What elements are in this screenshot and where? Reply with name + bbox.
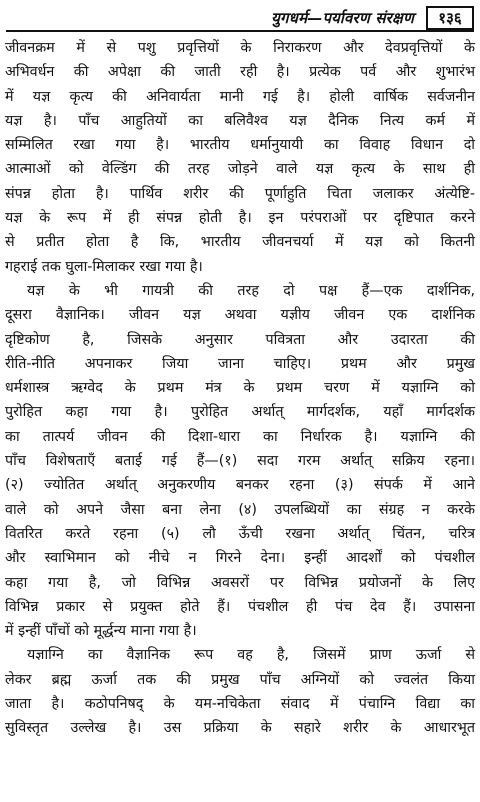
running-title: युगधर्म—पर्यावरण संरक्षण xyxy=(271,9,414,27)
text-line: और स्वाभिमान को नीचे न गिरने देना। इन्हीं आदर्शों को पंचशील xyxy=(5,550,475,567)
text-line: यज्ञ है। पाँच आहुतियों का बलिवैश्व यज्ञ दैनिक नित्य कर्म में xyxy=(5,112,475,129)
text-line: गहराई तक घुला-मिलाकर रखा गया है। xyxy=(5,258,203,275)
text-line: दृष्टिकोण है, जिसके अनुसार पवित्रता और उदारता की xyxy=(5,331,475,348)
text-line: विभिन्न प्रकार से प्रयुक्त होते हैं। पंचशील ही पंच देव हैं। उपासना xyxy=(5,598,475,615)
text-line: वाले को अपने जैसा बना लेना (४) उपलब्धियों का संग्रह न करके xyxy=(5,501,475,518)
text-line: जीवनक्रम में से पशु प्रवृत्तियों के निराकरण और देवप्रवृत्तियों के xyxy=(5,40,475,56)
text-line: पुरोहित कहा गया है। पुरोहित अर्थात् मार्गदर्शक, यहाँ मार्गदर्शक xyxy=(5,404,475,421)
text-line: अभिवर्धन की अपेक्षा की जाती रही है। प्रत्येक पर्व और शुभारंभ xyxy=(5,64,475,81)
text-line: दूसरा वैज्ञानिक। जीवन यज्ञ अथवा यज्ञीय जीवन एक दार्शनिक xyxy=(5,307,475,324)
text-line: धर्मशास्त्र ऋग्वेद के प्रथम मंत्र के प्रथम चरण में यज्ञाग्नि को xyxy=(5,380,475,397)
page-number: १३६ xyxy=(426,6,474,30)
text-line: लेकर ब्रह्म ऊर्जा तक की प्रमुख पाँच अग्नियों को ज्वलंत किया xyxy=(5,671,475,688)
paragraph-2 xyxy=(5,279,475,643)
text-line: सम्मिलित रखा गया है। भारतीय धर्मानुयायी का विवाह विधान दो xyxy=(5,137,475,154)
text-line: रीति-नीति अपनाकर जिया जाना चाहिए। प्रथम और प्रमुख xyxy=(5,355,475,372)
paragraph-3 xyxy=(5,643,475,740)
text-line: (२) ज्योतित अर्थात् अनुकरणीय बनकर रहना (३) संपर्क में आने xyxy=(5,477,475,494)
page-header xyxy=(6,6,474,32)
text-line: में यज्ञ कृत्य की अनिवार्यता मानी गई है। होली वार्षिक सर्वजनीन xyxy=(5,88,475,105)
text-line: वितरित करते रहना (५) लौ ऊँची रखना अर्थात् चिंतन, चरित्र xyxy=(5,525,475,542)
text-line: यज्ञ के रूप में ही संपन्न होती है। इन परंपराओं पर दृष्टिपात करने xyxy=(5,210,475,227)
paragraph-1 xyxy=(5,36,475,279)
text-line: का तात्पर्य जीवन की दिशा-धारा का निर्धारक है। यज्ञाग्नि की xyxy=(5,428,475,445)
text-line: यज्ञ के भी गायत्री की तरह दो पक्ष हैं—एक दार्शनिक, xyxy=(27,282,475,299)
text-line: पाँच विशेषताएँ बताई गई हैं—(१) सदा गरम अर्थात् सक्रिय रहना। xyxy=(5,453,475,470)
text-line: से प्रतीत होता है कि, भारतीय जीवनचर्या में यज्ञ को कितनी xyxy=(5,234,475,251)
text-line: जाता है। कठोपनिषद् के यम-नचिकेता संवाद में पंचाग्नि विद्या का xyxy=(5,696,475,713)
text-line: कहा गया है, जो विभिन्न अवसरों पर विभिन्न प्रयोजनों के लिए xyxy=(5,574,475,591)
text-line: संपन्न होता है। पार्थिव शरीर की पूर्णाहुति चिता जलाकर अंत्येष्टि- xyxy=(5,185,475,202)
text-line: यज्ञाग्नि का वैज्ञानिक रूप वह है, जिसमें प्राण ऊर्जा से xyxy=(27,647,475,664)
header-rule xyxy=(6,30,474,32)
text-line: में इन्हीं पाँचों को मूर्द्धन्य माना गया है। xyxy=(5,623,197,640)
text-line: आत्माओं को वेल्डिंग की तरह जोड़ने वाले यज्ञ कृत्य के साथ ही xyxy=(5,161,475,178)
text-line: सुविस्तृत उल्लेख है। उस प्रक्रिया के सहारे शरीर के आधारभूत xyxy=(5,720,475,737)
body-text xyxy=(5,36,475,741)
